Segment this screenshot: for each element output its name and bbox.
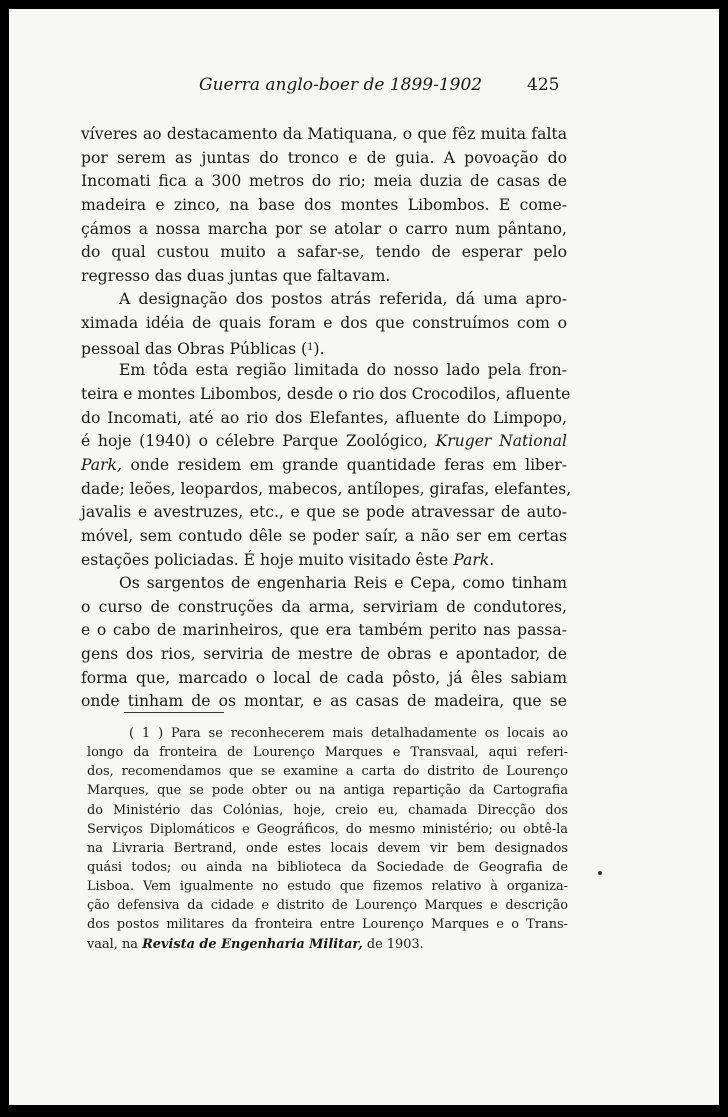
footnote-line: Lisboa. Vem igualmente no estudo que fizemos relativo à organiza- (87, 879, 568, 895)
footnote-line: Marques, que se pode obter ou na antiga repartição da Cartografia (87, 783, 568, 799)
footnote-line: Serviços Diplomáticos e Geográficos, do mesmo ministério; ou obtê-la (87, 821, 568, 837)
footnote-line: quási todos; ou ainda na biblioteca da Sociedade de Geografia de (87, 859, 568, 875)
book-page (9, 9, 719, 1105)
text-line: forma que, marcado o local de cada pôsto, já êles sabiam (81, 668, 567, 687)
text-line: móvel, sem contudo dêle se poder saír, a não ser em certas (81, 526, 567, 545)
text-line (81, 430, 567, 454)
text-segment: vaal, na (87, 936, 143, 952)
page-header (9, 75, 719, 99)
text-line: madeira e zinco, na base dos montes Libombos. E come- (81, 195, 567, 214)
text-segment: estações policiadas. É hoje muito visitado êste (81, 550, 454, 569)
text-line: dade; leões, leopardos, mabecos, antílopes, girafas, elefantes, (81, 479, 572, 498)
park-word-italic: Park (453, 550, 490, 569)
running-title: Guerra anglo-boer de 1899-1902 (199, 75, 483, 95)
footnote (87, 724, 568, 954)
page-number: 425 (527, 75, 560, 95)
text-line: onde tinham de os montar, e as casas de madeira, que se (81, 692, 567, 711)
text-line: Os sargentos de engenharia Reis e Cepa, como tinham (119, 574, 567, 593)
text-segment: é hoje (1940) o célebre Parque Zoológico, (81, 432, 436, 451)
text-line: do Incomati, até ao rio dos Elefantes, afluente do Limpopo, (81, 408, 567, 427)
footnote-marker: ( 1 ) (129, 726, 164, 741)
text-line: Em tôda esta região limitada do nosso lado pela fron- (119, 361, 567, 380)
text-line: gens dos rios, serviria de mestre de obras e apontador, de (81, 645, 567, 664)
text-line: çámos a nossa marcha por se atolar o carro num pântano, (81, 219, 567, 238)
footnote-divider (124, 712, 224, 713)
text-line (81, 549, 567, 573)
text-line: e o cabo de marinheiros, que era também perito nas passa- (81, 621, 567, 640)
scan-speck (598, 871, 602, 875)
text-line: do qual custou muito a safar-se, tendo de esperar pelo (81, 243, 567, 262)
text-segment: ). (313, 339, 325, 358)
text-line: A designação dos postos atrás referida, dá uma apro- (119, 290, 567, 309)
footnote-line (87, 724, 568, 743)
journal-title: Revista de Engenharia Militar, (142, 936, 363, 952)
text-line (81, 454, 567, 478)
text-line: o curso de construções da arma, serviriam de condutores, (81, 597, 567, 616)
footnote-reference[interactable]: 1 (307, 341, 314, 353)
text-segment: . (489, 550, 495, 569)
footnote-line: na Livraria Bertrand, onde estes locais devem vir bem designados (87, 840, 568, 856)
text-segment: Para se reconhecerem mais detalhadamente os locais ao (163, 726, 568, 741)
text-segment: onde residem em grande quantidade feras em liber- (121, 455, 567, 474)
text-line: víveres ao destacamento da Matiquana, o que fêz muita falta (81, 125, 567, 143)
footnote-line: longo da fronteira de Lourenço Marques e Transvaal, aqui referi- (87, 745, 568, 761)
text-line: javalis e avestruzes, etc., e que se pode atravessar de auto- (81, 503, 567, 522)
text-segment: pessoal das Obras Públicas ( (81, 339, 308, 358)
text-line: ximada idéia de quais foram e dos que construímos com o (81, 314, 567, 333)
park-name-italic: Kruger National (435, 432, 567, 451)
text-line (81, 336, 567, 360)
footnote-line: dos postos militares da fronteira entre Lourenço Marques e o Trans- (87, 917, 568, 933)
text-line: regresso das duas juntas que faltavam. (81, 266, 391, 285)
main-text (81, 123, 572, 714)
footnote-line: do Ministério das Colónias, hoje, creio eu, chamada Direcção dos (87, 802, 568, 818)
footnote-line (87, 935, 568, 954)
park-name-italic: Park, (81, 455, 122, 474)
text-line: teira e montes Libombos, desde o rio dos Crocodilos, afluente (81, 385, 571, 404)
text-line: Incomati fica a 300 metros do rio; meia duzia de casas de (81, 172, 567, 191)
footnote-line: ção defensiva da cidade e distrito de Lourenço Marques e descrição (87, 898, 568, 914)
footnote-line: dos, recomendamos que se examine a carta do distrito de Lourenço (87, 764, 568, 780)
text-segment: de 1903. (362, 936, 424, 952)
text-line: por serem as juntas do tronco e de guia. A povoação do (81, 148, 567, 167)
